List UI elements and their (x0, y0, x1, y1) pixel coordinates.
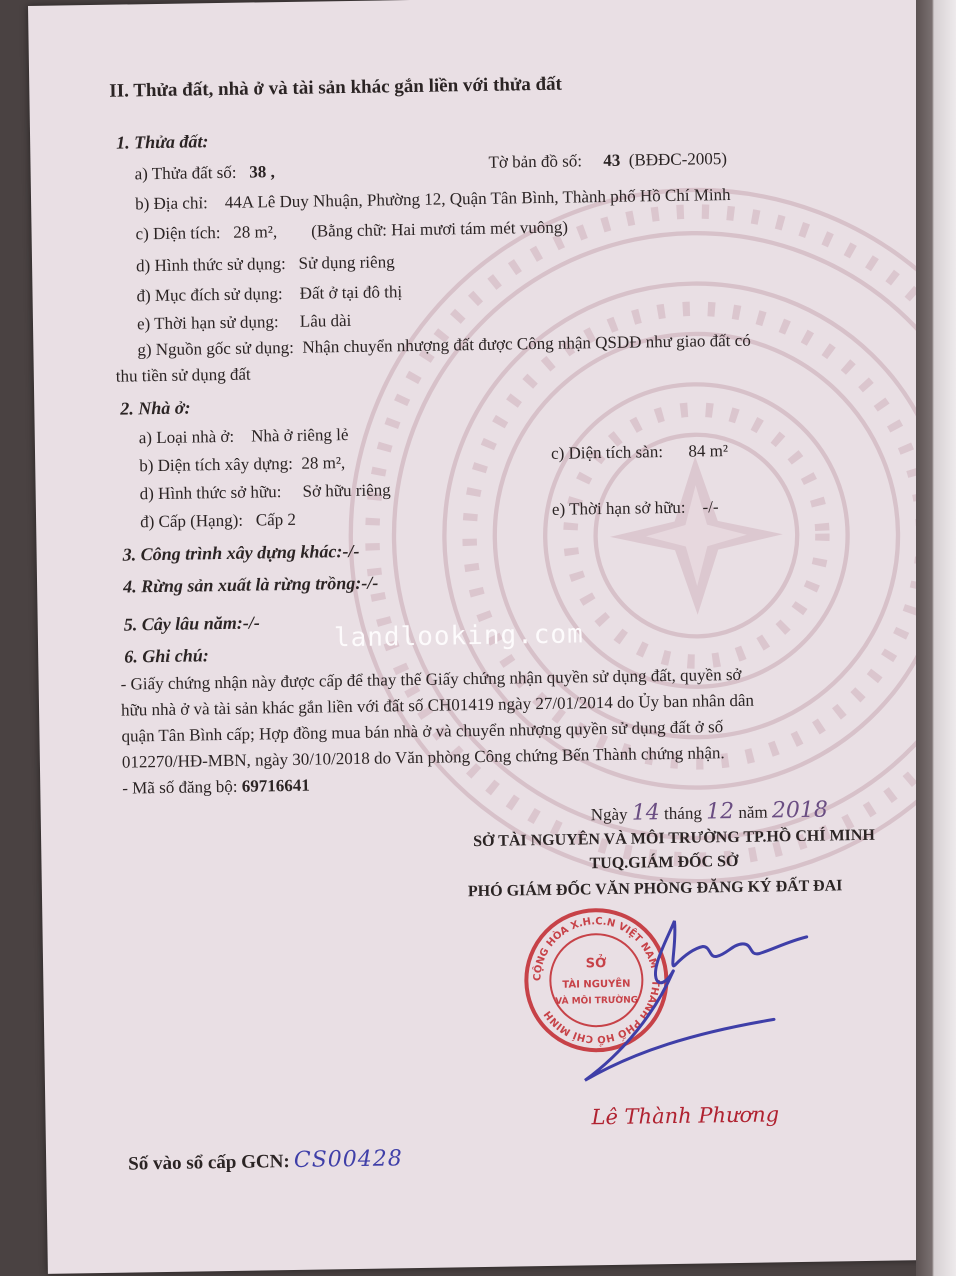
month-value: 12 (705, 799, 735, 825)
area-in-words: (Bằng chữ: Hai mươi tám mét vuông) (310, 217, 569, 241)
ownership-term-label: e) Thời hạn sở hữu: (551, 497, 686, 519)
grade-value: Cấp 2 (255, 509, 297, 530)
gcn-registration-row (128, 1146, 403, 1175)
map-sheet-label: Tờ bản đồ số: (488, 151, 583, 172)
address-value: 44A Lê Duy Nhuận, Phường 12, Quận Tân Bình, Thành phố Hồ Chí Minh (224, 184, 731, 212)
use-form-label: d) Hình thức sử dụng: (135, 253, 286, 276)
notes-line-4: 012270/HĐ-MBN, ngày 30/10/2018 do Văn phòng Công chứng Bến Thành chứng nhận. (121, 743, 725, 772)
certificate-page (28, 0, 938, 1274)
stamp-ring-text: CỘNG HÒA X.H.C.N VIỆT NAM · THÀNH PHỐ HỒ CHÍ MINH (532, 916, 661, 1045)
ownership-term-value: -/- (702, 497, 719, 517)
build-area-row (139, 453, 345, 476)
floor-area-row (551, 441, 728, 464)
origin-row (137, 331, 751, 361)
house-type-row (139, 425, 349, 448)
gcn-value: CS00428 (293, 1146, 404, 1173)
house-type-label: a) Loại nhà ở: (138, 426, 235, 448)
watermark: landlooking.com (333, 619, 584, 654)
term-label: e) Thời hạn sử dụng: (136, 312, 279, 334)
area-row (135, 218, 568, 245)
signer-role: PHÓ GIÁM ĐỐC VĂN PHÒNG ĐĂNG KÝ ĐẤT ĐAI (467, 877, 843, 901)
notes-line-2: hữu nhà ở và tài sản khác gắn liền với đất số CH01419 ngày 27/01/2014 do Ủy ban nhân dân (120, 690, 755, 720)
purpose-row (136, 282, 402, 306)
origin-value-line1: Nhận chuyển nhượng đất được Công nhận QSDĐ như giao đất có (302, 330, 751, 357)
section-title: II. Thửa đất, nhà ở và tài sản khác gắn liền với thửa đất (109, 73, 563, 102)
notes-heading: 6. Ghi chú: (124, 645, 209, 667)
stamp-center-line-2: TÀI NGUYÊN (562, 978, 631, 991)
production-forest: 4. Rừng sản xuất là rừng trồng:-/- (122, 572, 379, 597)
notes-line-3: quận Tân Bình cấp; Hợp đồng mua bán nhà ở và chuyển nhượng quyền sử dụng đất ở số (121, 717, 724, 746)
term-value: Lâu dài (299, 310, 352, 331)
origin-label: g) Nguồn gốc sử dụng: (137, 337, 295, 360)
area-label: c) Diện tích: (135, 223, 221, 244)
floor-area-value: 84 m² (688, 441, 729, 461)
build-area-value: 28 m², (301, 453, 346, 473)
map-sheet-row (488, 149, 727, 173)
parcel-label: a) Thửa đất số: (134, 162, 237, 184)
map-sheet-value: 43 (603, 150, 621, 170)
page-edge (916, 0, 956, 1276)
address-label: b) Địa chỉ: (134, 193, 208, 214)
ownership-label: d) Hình thức sở hữu: (139, 482, 282, 504)
area-value: 28 m², (233, 222, 278, 242)
origin-value-line2: thu tiền sử dụng đất (115, 364, 251, 386)
build-area-label: b) Diện tích xây dựng: (139, 453, 294, 476)
stamp-center-line-3: VÀ MÔI TRƯỜNG (555, 995, 639, 1007)
purpose-value: Đất ở tại đô thị (299, 282, 403, 303)
ownership-row (140, 480, 391, 504)
term-row (137, 311, 352, 334)
house-type-value: Nhà ở riêng lẻ (251, 425, 349, 446)
registration-row (122, 776, 310, 799)
address-row (135, 185, 731, 214)
perennial-trees: 5. Cây lâu năm:-/- (123, 612, 260, 635)
grade-label: đ) Cấp (Hạng): (139, 510, 244, 532)
handwritten-signature (542, 898, 835, 1093)
house-heading: 2. Nhà ở: (120, 397, 191, 419)
purpose-label: đ) Mục đích sử dụng: (136, 284, 283, 306)
authorization-line: TUQ.GIÁM ĐỐC SỞ (589, 852, 739, 873)
stamp-center-line-1: SỞ (585, 956, 607, 972)
day-label: Ngày (590, 804, 628, 825)
signer-name: Lê Thành Phương (591, 1102, 780, 1130)
floor-area-label: c) Diện tích sàn: (550, 442, 664, 463)
parcel-number-row (135, 162, 275, 184)
use-form-row (136, 252, 395, 276)
registration-value: 69716641 (241, 775, 310, 796)
year-label: năm (738, 802, 768, 822)
month-label: tháng (663, 803, 703, 824)
registration-label: - Mã số đăng bộ: (122, 776, 238, 798)
gcn-label: Số vào sổ cấp GCN: (128, 1151, 290, 1175)
ownership-value: Sở hữu riêng (302, 480, 391, 501)
grade-row (140, 510, 296, 532)
issuing-organization: SỞ TÀI NGUYÊN VÀ MÔI TRƯỜNG TP.HỒ CHÍ MINH (473, 826, 875, 851)
use-form-value: Sử dụng riêng (298, 252, 395, 273)
map-system: (BĐĐC-2005) (628, 149, 728, 170)
parcel-value: 38 , (249, 162, 275, 182)
day-value: 14 (631, 800, 661, 826)
year-value: 2018 (771, 797, 829, 824)
signing-date (591, 798, 829, 827)
ownership-term-row (552, 497, 719, 520)
land-heading: 1. Thửa đất: (115, 131, 209, 153)
notes-line-1: - Giấy chứng nhận này được cấp để thay thế Giấy chứng nhận quyền sử dụng đất, quyền sở (120, 664, 742, 694)
other-construction: 3. Công trình xây dựng khác:-/- (122, 540, 360, 565)
